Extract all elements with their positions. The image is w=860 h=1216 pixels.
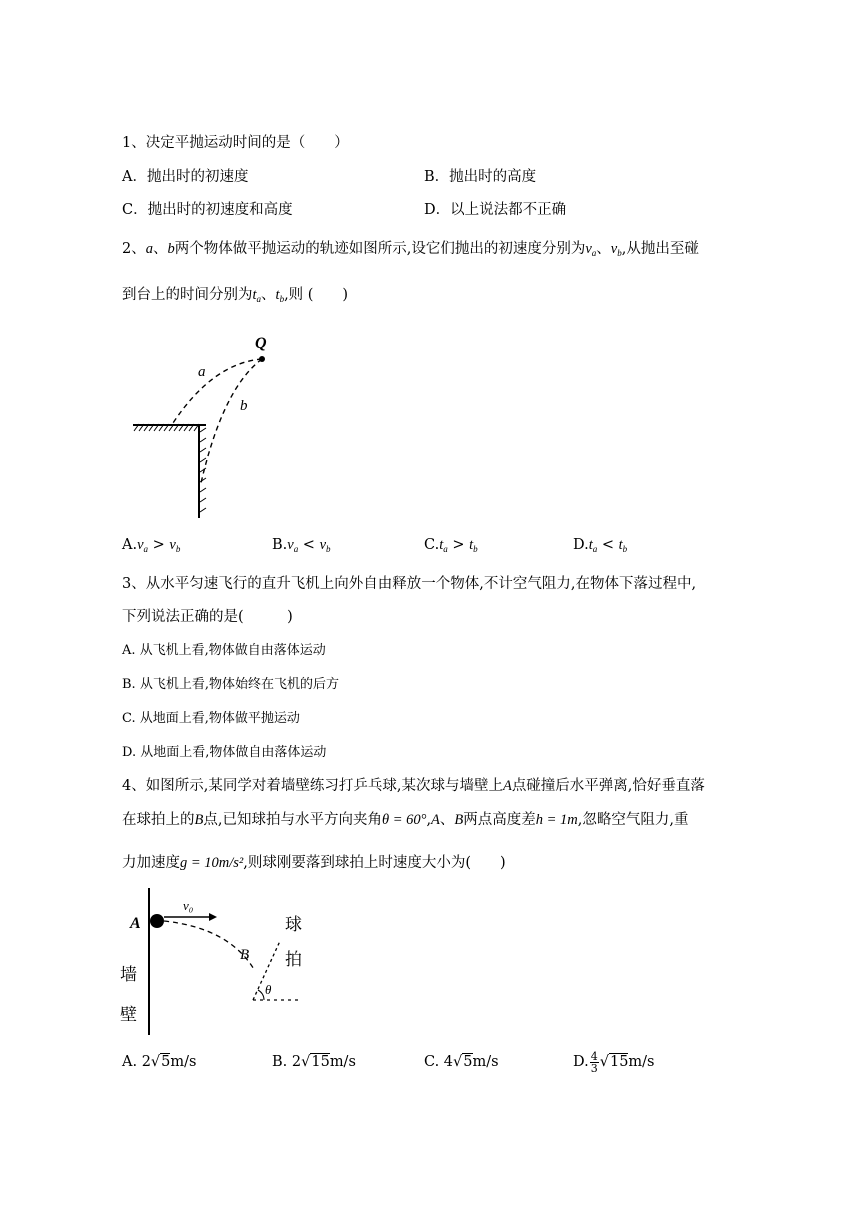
q4-fig-label-wall-2: 壁 (120, 1005, 137, 1025)
q4-option-d: D. $\frac{4}{3}$ √15m/s (573, 1049, 655, 1075)
q2-var-a: a (145, 241, 153, 257)
q4-theta-eq: θ = 60° (381, 812, 427, 828)
q4-fig-label-v0: v₀ (183, 898, 194, 913)
q4-fig-label-b: B (240, 947, 250, 963)
q2-option-d: $D.t_a < t_b$ (573, 537, 628, 554)
q2-fig-label-q: Q (255, 335, 267, 352)
q4-point-b: B (194, 812, 204, 828)
q4-g-eq: g = 10m/s² (180, 855, 244, 871)
q2-option-c: $C.t_a > t_b$ (424, 537, 478, 554)
q4-point-a: A (502, 778, 512, 794)
q1-option-c: C．抛出时的初速度和高度 (122, 202, 293, 218)
q2-text3: 到台上的时间分别为 (122, 287, 253, 303)
q4-fig-label-racket-2: 拍 (285, 950, 302, 970)
q2-option-b: $B.v_a < v_b$ (272, 537, 331, 554)
q2-stem-line1: 2、a、b两个物体做平抛运动的轨迹如图所示,设它们抛出的初速度分别为$v_a$、$v_b$,从抛出至碰 (122, 241, 699, 258)
q4-option-c: C. 4√5m/s (424, 1054, 499, 1070)
q3-stem-line2: 下列说法正确的是( ) (122, 609, 293, 625)
q4-wall-racket-figure (120, 883, 310, 1038)
q4-fig-label-racket-1: 球 (285, 915, 302, 935)
q3-option-a: A. 从飞机上看,物体做自由落体运动 (122, 643, 326, 658)
q2-sep: 、 (152, 241, 168, 257)
q4-stem-line3: 力加速度g = 10m/s²,则球刚要落到球拍上时速度大小为( ) (122, 855, 506, 871)
q1-option-d: D．以上说法都不正确 (424, 202, 567, 218)
q4-option-b: B. 2√15m/s (272, 1054, 356, 1070)
q3-stem-line1: 3、从水平匀速飞行的直升飞机上向外自由释放一个物体,不计空气阻力,在物体下落过程中, (122, 576, 697, 592)
q4-fig-label-theta: θ (265, 982, 272, 997)
q2-text2: ,从抛出至碰 (621, 241, 699, 257)
q1-option-b: B．抛出时的高度 (424, 169, 537, 185)
q4-stem-line2: 在球拍上的B点,已知球拍与水平方向夹角θ = 60°,A、B两点高度差h = 1m,忽略空气阻力,重 (122, 812, 689, 828)
q1-option-a: A．抛出时的初速度 (122, 169, 249, 185)
q4-option-d-fraction: $\frac{4}{3}$ (590, 1049, 598, 1075)
q2-text1: 两个物体做平抛运动的轨迹如图所示,设它们抛出的初速度分别为 (174, 241, 586, 257)
q4-stem-line1: 4、如图所示,某同学对着墙壁练习打乒乓球,某次球与墙壁上A点碰撞后水平弹离,恰好垂直落 (122, 778, 705, 794)
q3-option-b: B. 从飞机上看,物体始终在飞机的后方 (122, 677, 339, 692)
q3-option-c: C. 从地面上看,物体做平抛运动 (122, 711, 300, 726)
q2-fig-label-b: b (240, 398, 248, 414)
q4-h-eq: h = 1m (535, 812, 578, 828)
q2-option-a: $A.v_a > v_b$ (122, 537, 181, 554)
q2-fig-label-a: a (198, 364, 206, 380)
q2-number: 2、 (122, 241, 146, 257)
q2-text4: ,则 ( ) (284, 287, 349, 303)
q4-option-a: A. 2√5m/s (122, 1054, 197, 1070)
q4-fig-label-a: A (130, 915, 141, 932)
q2-trajectory-figure (128, 328, 288, 522)
q1-stem: 1、决定平抛运动时间的是（ ） (122, 135, 349, 151)
q2-stem-line2: 到台上的时间分别为$t_a$、$t_b$,则 ( ) (122, 287, 349, 304)
q2-var-b: b (167, 241, 175, 257)
q3-option-d: D. 从地面上看,物体做自由落体运动 (122, 745, 327, 760)
q4-fig-label-wall-1: 墙 (120, 965, 137, 985)
